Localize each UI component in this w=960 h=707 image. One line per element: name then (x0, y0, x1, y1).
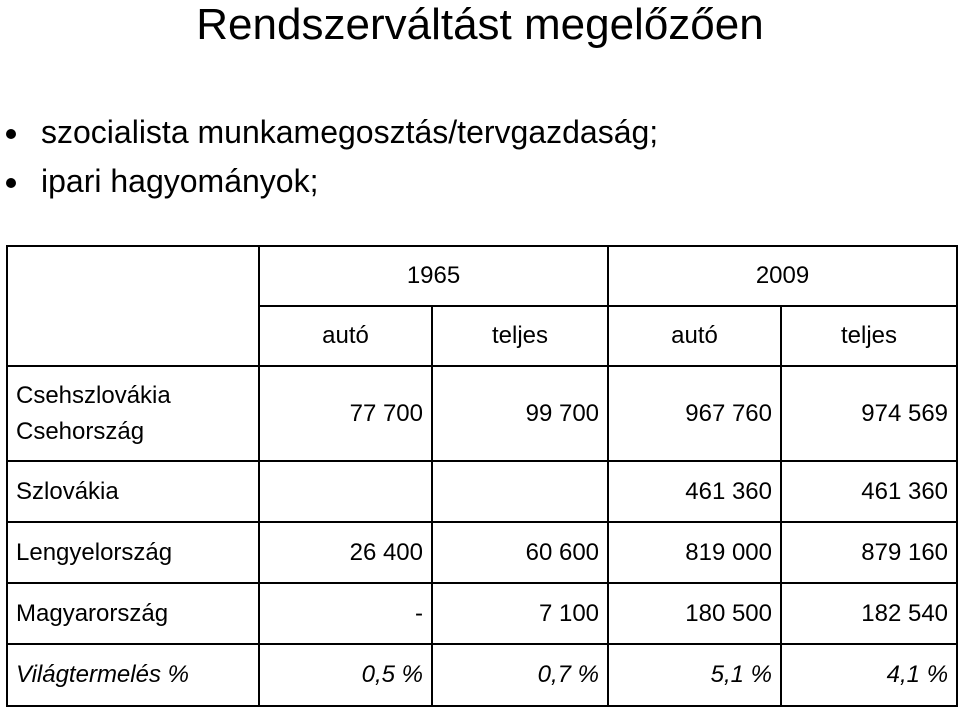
value-cell: 182 540 (781, 583, 957, 644)
value-cell (259, 461, 432, 522)
row-label-line: Csehország (16, 417, 145, 445)
table-row-world-share (7, 644, 957, 706)
value-cell: 99 700 (432, 366, 608, 461)
row-label: Lengyelország (7, 522, 259, 583)
bullet-list (0, 108, 658, 206)
table-row (7, 366, 957, 461)
bullet-text: ipari hagyományok; (41, 163, 319, 199)
year-header-2009: 2009 (608, 246, 957, 306)
table-row (7, 461, 957, 522)
production-table (6, 245, 958, 707)
value-cell: 0,5 % (259, 644, 432, 706)
value-cell: 4,1 % (781, 644, 957, 706)
value-cell: 461 360 (781, 461, 957, 522)
value-cell: - (259, 583, 432, 644)
row-label-line: Csehszlovákia (16, 381, 171, 409)
value-cell: 60 600 (432, 522, 608, 583)
bullet-dot-icon (6, 129, 16, 139)
value-cell: 5,1 % (608, 644, 781, 706)
table-corner-cell (7, 246, 259, 366)
bullet-item (0, 157, 658, 206)
bullet-text: szocialista munkamegosztás/tervgazdaság; (41, 114, 659, 150)
bullet-dot-icon (6, 178, 16, 188)
value-cell: 879 160 (781, 522, 957, 583)
value-cell: 974 569 (781, 366, 957, 461)
bullet-item (0, 108, 658, 157)
value-cell: 77 700 (259, 366, 432, 461)
subheader-cell: teljes (432, 306, 608, 366)
value-cell: 180 500 (608, 583, 781, 644)
row-label: Magyarország (7, 583, 259, 644)
table-row (7, 583, 957, 644)
slide-title: Rendszerváltást megelőzően (196, 0, 764, 49)
year-header-1965: 1965 (259, 246, 608, 306)
row-label: Szlovákia (7, 461, 259, 522)
subheader-cell: autó (608, 306, 781, 366)
value-cell: 7 100 (432, 583, 608, 644)
subheader-cell: autó (259, 306, 432, 366)
value-cell (432, 461, 608, 522)
value-cell: 819 000 (608, 522, 781, 583)
value-cell: 461 360 (608, 461, 781, 522)
subheader-cell: teljes (781, 306, 957, 366)
row-label (7, 366, 259, 461)
table-row (7, 522, 957, 583)
row-label: Világtermelés % (7, 644, 259, 706)
value-cell: 967 760 (608, 366, 781, 461)
value-cell: 26 400 (259, 522, 432, 583)
table-row-years (7, 246, 957, 306)
value-cell: 0,7 % (432, 644, 608, 706)
